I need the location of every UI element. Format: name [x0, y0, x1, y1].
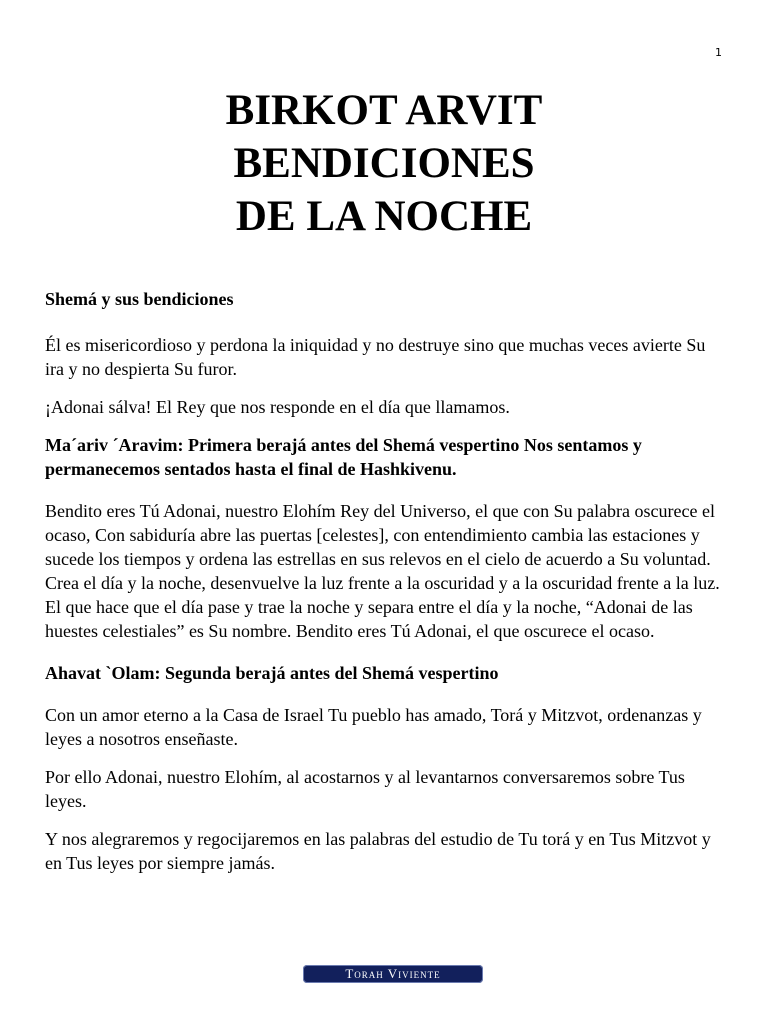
page-title [0, 84, 768, 243]
torah-viviente-logo [303, 965, 483, 983]
document-body [45, 287, 725, 889]
paragraph-amor-eterno: Con un amor eterno a la Casa de Israel Tu pueblo has amado, Torá y Mitzvot, ordenanzas y leyes a nosotros enseñaste. [45, 705, 702, 749]
section-heading-maariv: Ma´ariv ´Aravim: Primera berajá antes del Shemá vespertino Nos sentamos y permanecemos sentados hasta el final de Hashkivenu. [45, 435, 642, 479]
paragraph-bendito: Bendito eres Tú Adonai, nuestro Elohím Rey del Universo, el que con Su palabra oscurece el ocaso, Con sabiduría abre las puertas [celestes], con entendimiento cambia las estaciones y sucede los tiempos y ordena las estrellas en sus relevos en el cielo de acuerdo a Su voluntad. Crea el día y la noche, desenvuelve la luz frente a la oscuridad y a la oscuridad frente a la luz. El que hace que el día pase y trae la noche y separa entre el día y la noche, “Adonai de las huestes celestiales” es Su nombre. Bendito eres Tú Adonai, el que oscurece el ocaso. [45, 501, 720, 641]
title-line-1: BIRKOT ARVIT [225, 87, 543, 134]
section-heading-shema: Shemá y sus bendiciones [45, 289, 234, 309]
paragraph-alegraremos: Y nos alegraremos y regocijaremos en las palabras del estudio de Tu torá y en Tus Mitzvot y en Tus leyes por siempre jamás. [45, 829, 711, 873]
paragraph-por-ello: Por ello Adonai, nuestro Elohím, al acostarnos y al levantarnos conversaremos sobre Tus leyes. [45, 767, 685, 811]
paragraph-misericordioso: Él es misericordioso y perdona la iniquidad y no destruye sino que muchas veces avierte Su ira y no despierta Su furor. [45, 335, 706, 379]
title-line-3: DE LA NOCHE [235, 193, 533, 240]
title-line-2: BENDICIONES [233, 140, 535, 187]
paragraph-adonai-salva: ¡Adonai sálva! El Rey que nos responde en el día que llamamos. [45, 397, 510, 417]
page-number: 1 [715, 46, 722, 59]
logo-text: Torah Viviente [345, 966, 441, 981]
section-heading-ahavat-olam: Ahavat `Olam: Segunda berajá antes del Shemá vespertino [45, 663, 499, 683]
